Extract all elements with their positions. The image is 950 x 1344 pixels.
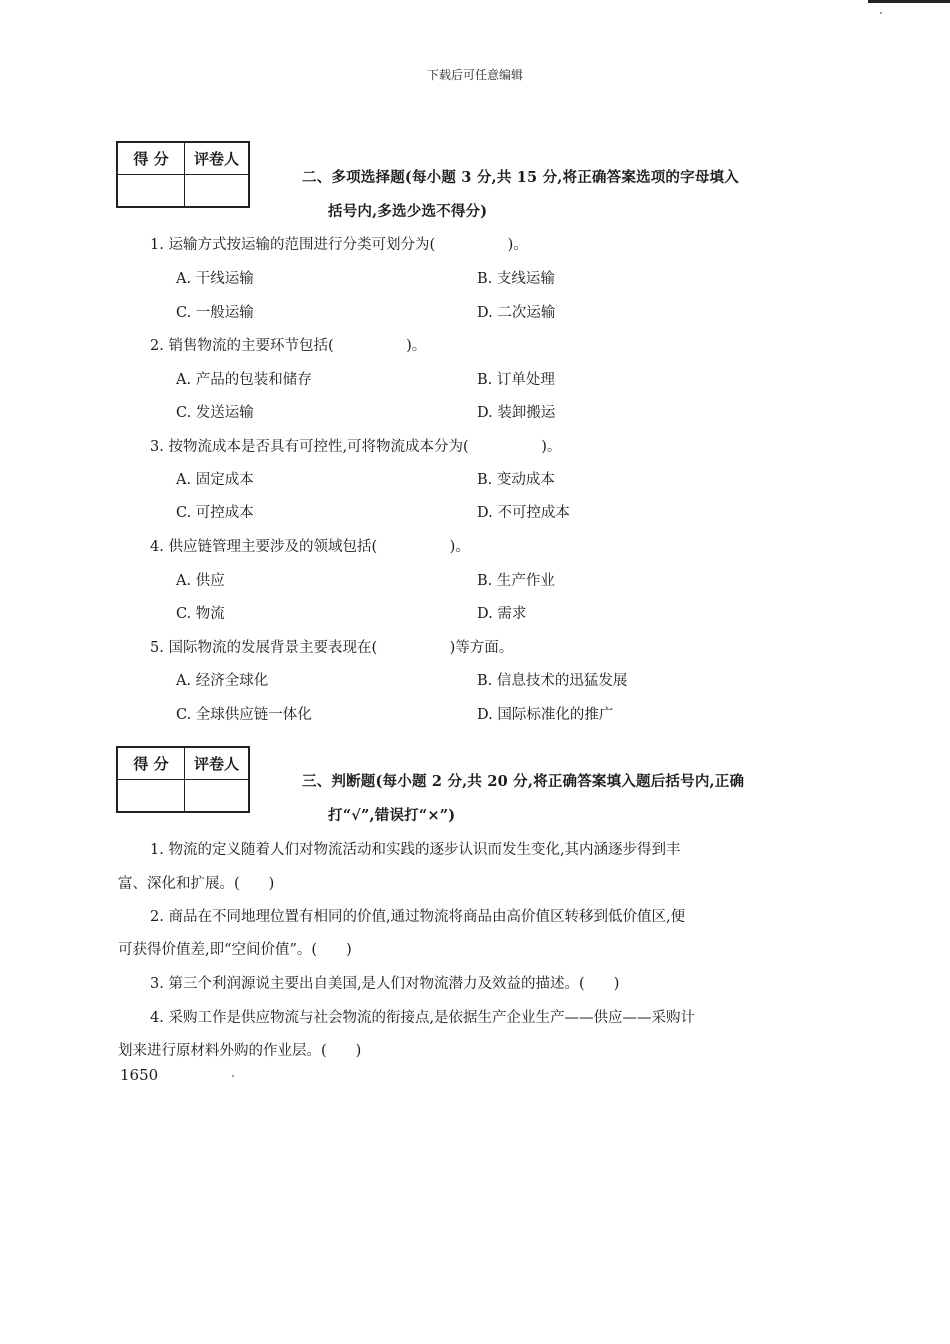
header-note: 下载后可任意编辑 (426, 68, 523, 82)
question: 5. 国际物流的发展背景主要表现在( )等方面。 (150, 640, 514, 656)
grader-label: 评卷人 (185, 747, 250, 780)
option: A. 供应 (176, 573, 225, 589)
option: C. 全球供应链一体化 (176, 707, 312, 723)
judgment-item: 3. 第三个利润源说主要出自美国,是人们对物流潜力及效益的描述。( ) (150, 976, 620, 992)
judgment-item-cont: 可获得价值差,即“空间价值”。( ) (118, 942, 352, 958)
option: B. 生产作业 (477, 573, 555, 589)
question: 2. 销售物流的主要环节包括( )。 (150, 338, 427, 354)
score-box-section3 (116, 746, 250, 813)
option: A. 产品的包装和储存 (176, 372, 312, 388)
scan-speck (232, 1075, 234, 1077)
grader-label: 评卷人 (185, 142, 250, 175)
option: D. 国际标准化的推广 (477, 707, 614, 723)
judgment-item: 4. 采购工作是供应物流与社会物流的衔接点,是依据生产企业生产——供应——采购计 (150, 1010, 696, 1026)
option: B. 信息技术的迅猛发展 (477, 673, 628, 689)
score-label: 得 分 (117, 747, 185, 780)
option: A. 干线运输 (176, 271, 254, 287)
score-cell[interactable] (117, 780, 185, 813)
judgment-item-cont: 富、深化和扩展。( ) (118, 876, 275, 892)
option: D. 二次运输 (477, 305, 556, 321)
score-box-section2 (116, 141, 250, 208)
scan-edge-mark (868, 0, 950, 3)
question: 1. 运输方式按运输的范围进行分类可划分为( )。 (150, 237, 528, 253)
judgment-item-cont: 划来进行原材料外购的作业层。( ) (118, 1043, 362, 1059)
page-number: 1650 (120, 1066, 159, 1084)
question: 4. 供应链管理主要涉及的领域包括( )。 (150, 539, 470, 555)
grader-cell[interactable] (185, 175, 250, 208)
judgment-item: 1. 物流的定义随着人们对物流活动和实践的逐步认识而发生变化,其内涵逐步得到丰 (150, 842, 681, 858)
section2-title: 二、多项选择题(每小题 3 分,共 15 分,将正确答案选项的字母填入 (302, 169, 739, 186)
score-cell[interactable] (117, 175, 185, 208)
section3-title-cont: 打“√”,错误打“×”) (328, 807, 456, 824)
section2-title-cont: 括号内,多选少选不得分) (328, 203, 488, 220)
question: 3. 按物流成本是否具有可控性,可将物流成本分为( )。 (150, 439, 562, 455)
option: C. 物流 (176, 606, 225, 622)
option: B. 变动成本 (477, 472, 555, 488)
option: A. 固定成本 (176, 472, 254, 488)
option: D. 需求 (477, 606, 527, 622)
grader-cell[interactable] (185, 780, 250, 813)
option: D. 不可控成本 (477, 505, 570, 521)
option: A. 经济全球化 (176, 673, 269, 689)
option: C. 一般运输 (176, 305, 254, 321)
option: B. 订单处理 (477, 372, 555, 388)
judgment-item: 2. 商品在不同地理位置有相同的价值,通过物流将商品由高价值区转移到低价值区,便 (150, 909, 686, 925)
section3-title: 三、判断题(每小题 2 分,共 20 分,将正确答案填入题后括号内,正确 (302, 773, 745, 790)
option: C. 可控成本 (176, 505, 254, 521)
score-label: 得 分 (117, 142, 185, 175)
option: D. 装卸搬运 (477, 405, 556, 421)
option: B. 支线运输 (477, 271, 555, 287)
scan-speck (880, 12, 882, 14)
option: C. 发送运输 (176, 405, 254, 421)
